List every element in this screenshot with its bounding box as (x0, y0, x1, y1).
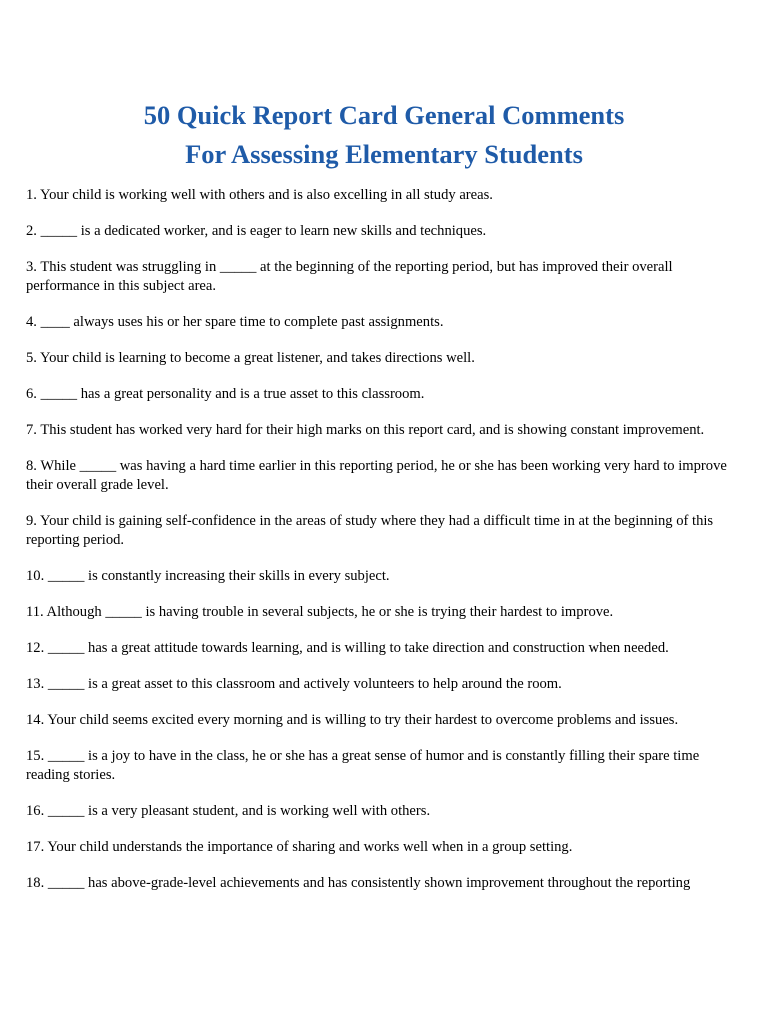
comment-item: 8. While _____ was having a hard time earlier in this reporting period, he or she has been working very hard to improve their overall grade level. (26, 458, 727, 493)
comment-list (26, 186, 746, 910)
comment-item: 2. _____ is a dedicated worker, and is eager to learn new skills and techniques. (26, 223, 487, 239)
comment-item: 12. _____ has a great attitude towards learning, and is willing to take direction and construction when needed. (26, 640, 669, 656)
title-line-1: 50 Quick Report Card General Comments (143, 100, 625, 130)
comment-item: 5. Your child is learning to become a great listener, and takes directions well. (26, 350, 475, 366)
document-title (0, 96, 768, 174)
comment-item: 13. _____ is a great asset to this classroom and actively volunteers to help around the room. (26, 676, 562, 692)
comment-item: 16. _____ is a very pleasant student, and is working well with others. (26, 803, 431, 819)
comment-item: 14. Your child seems excited every morning and is willing to try their hardest to overcome problems and issues. (26, 712, 679, 728)
comment-item: 15. _____ is a joy to have in the class, he or she has a great sense of humor and is constantly filling their spare time reading stories. (26, 748, 700, 783)
comment-item: 3. This student was struggling in _____ at the beginning of the reporting period, but has improved their overall performance in this subject area. (26, 259, 673, 294)
comment-item: 10. _____ is constantly increasing their skills in every subject. (26, 568, 390, 584)
comment-item: 18. _____ has above-grade-level achievements and has consistently shown improvement throughout the reporting (26, 875, 691, 891)
comment-item: 17. Your child understands the importance of sharing and works well when in a group setting. (26, 839, 573, 855)
comment-item: 6. _____ has a great personality and is a true asset to this classroom. (26, 386, 425, 402)
comment-item: 11. Although _____ is having trouble in several subjects, he or she is trying their hardest to improve. (26, 604, 614, 620)
comment-item: 9. Your child is gaining self-confidence in the areas of study where they had a difficult time in at the beginning of this reporting period. (26, 513, 714, 548)
comment-item: 7. This student has worked very hard for their high marks on this report card, and is showing constant improvement. (26, 422, 705, 438)
comment-item: 4. ____ always uses his or her spare time to complete past assignments. (26, 314, 444, 330)
comment-item: 1. Your child is working well with others and is also excelling in all study areas. (26, 187, 493, 203)
title-line-2: For Assessing Elementary Students (185, 139, 583, 169)
